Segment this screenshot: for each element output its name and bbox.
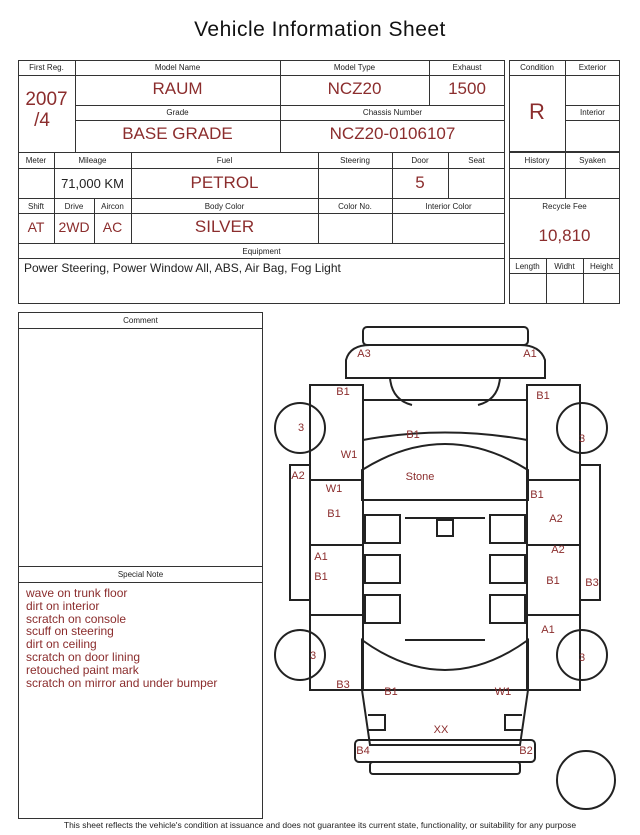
shift-label: Shift — [27, 202, 44, 211]
mark-b1: B1 — [546, 575, 560, 587]
color-no-label: Color No. — [338, 202, 372, 211]
condition-grade: R — [529, 99, 545, 124]
tire-front-right — [557, 403, 607, 453]
mark-b1: B1 — [327, 508, 341, 520]
tailgate — [362, 690, 528, 745]
mark-a2: A2 — [551, 544, 565, 556]
model-type-value: NCZ20 — [327, 79, 382, 98]
body-color-label: Body Color — [204, 202, 245, 211]
history-label: History — [524, 156, 550, 165]
chassis-number-label: Chassis Number — [362, 108, 423, 117]
steering-label: Steering — [340, 156, 370, 165]
mark-w1: W1 — [340, 449, 358, 461]
chassis-number-value: NCZ20-0106107 — [329, 124, 456, 143]
grade-value: BASE GRADE — [122, 124, 233, 143]
seat-rear-right — [490, 555, 525, 583]
door-label: Door — [411, 156, 429, 165]
height-label: Height — [589, 262, 614, 271]
meter-label: Meter — [25, 156, 47, 165]
mark-a3: A3 — [357, 348, 371, 360]
spare-tire — [557, 751, 615, 809]
drive-value: 2WD — [58, 219, 90, 235]
disclaimer-footer: This sheet reflects the vehicle's condition at issuance and does not guarantee its current state, functionality, or suitability for any purpose — [63, 820, 577, 830]
comment-label: Comment — [123, 316, 158, 325]
aircon-value: AC — [102, 219, 123, 235]
tail-lamp-left — [368, 715, 385, 730]
mark-stone: Stone — [405, 471, 435, 483]
mileage-label: Mileage — [78, 156, 107, 165]
width-label: Widht — [554, 262, 575, 271]
first-reg-label: First Reg. — [29, 63, 64, 72]
console — [437, 520, 453, 536]
mark-b1: B1 — [406, 429, 420, 441]
mark-w1: W1 — [325, 483, 343, 495]
list-item: scuff on steering — [26, 624, 114, 639]
body-color-value: SILVER — [194, 217, 255, 236]
recycle-fee-value: 10,810 — [538, 226, 591, 245]
mark-b1: B1 — [314, 571, 328, 583]
aircon-label: Aircon — [101, 202, 124, 211]
door-value: 5 — [415, 173, 425, 192]
fuel-value: PETROL — [190, 173, 259, 192]
equipment-value: Power Steering, Power Window All, ABS, Air Bag, Fog Light — [24, 261, 341, 275]
seat-rear-left — [365, 555, 400, 583]
shift-value: AT — [27, 219, 45, 235]
exhaust-label: Exhaust — [452, 63, 482, 72]
list-item: wave on trunk floor — [26, 586, 128, 600]
drive-label: Drive — [64, 202, 84, 211]
mark-b3: B3 — [336, 679, 350, 691]
seat-label: Seat — [468, 156, 485, 165]
mark-xx: XX — [433, 724, 449, 736]
exterior-label: Exterior — [578, 63, 607, 72]
rear-bumper — [355, 740, 535, 762]
grade-label: Grade — [166, 108, 189, 117]
front-bumper-lower — [346, 345, 545, 378]
seat-front-left — [365, 515, 400, 543]
mark-b3: B3 — [585, 577, 599, 589]
exhaust-value: 1500 — [448, 79, 486, 98]
mark-tire: 3 — [578, 433, 586, 445]
car-damage-diagram — [270, 320, 640, 820]
rear-bumper-lower — [370, 762, 520, 774]
mark-b1: B1 — [384, 686, 398, 698]
mark-b4: B4 — [356, 745, 370, 757]
mark-a1: A1 — [314, 551, 328, 563]
equipment-label: Equipment — [242, 247, 281, 256]
list-item: scratch on door lining — [26, 649, 141, 664]
mark-w1: W1 — [494, 686, 512, 698]
list-item: scratch on console — [26, 611, 127, 626]
first-reg-month: /4 — [34, 110, 50, 131]
mark-tire: 3 — [578, 652, 586, 664]
tail-lamp-right — [505, 715, 522, 730]
seat-row3-right — [490, 595, 525, 623]
mark-a1: A1 — [523, 348, 537, 360]
model-name-value: RAUM — [152, 79, 203, 98]
seat-front-right — [490, 515, 525, 543]
mileage-value: 71,000 KM — [61, 176, 124, 191]
left-front-door-outer — [290, 465, 310, 600]
list-item: dirt on ceiling — [26, 637, 97, 652]
interior-color-label: Interior Color — [425, 202, 472, 211]
mark-b1: B1 — [530, 489, 544, 501]
special-note-label: Special Note — [117, 570, 164, 579]
tire-rear-left — [275, 630, 325, 680]
special-note-list — [26, 587, 217, 689]
model-name-label: Model Name — [154, 63, 201, 72]
recycle-fee-label: Recycle Fee — [542, 202, 587, 211]
mark-b2: B2 — [519, 745, 533, 757]
mark-b1: B1 — [336, 386, 350, 398]
hood-outline — [363, 400, 527, 440]
front-bumper-outline — [363, 327, 528, 345]
fuel-label: Fuel — [216, 156, 233, 165]
sheet-title: Vehicle Information Sheet — [194, 18, 446, 41]
mark-a1: A1 — [541, 624, 555, 636]
list-item: retouched paint mark — [26, 662, 139, 677]
length-label: Length — [515, 262, 540, 271]
mark-b1: B1 — [536, 390, 550, 402]
right-body-outline — [527, 385, 580, 690]
mark-tire: 3 — [297, 422, 305, 434]
seat-row3-left — [365, 595, 400, 623]
model-type-label: Model Type — [333, 63, 376, 72]
windshield-outline — [362, 444, 528, 500]
rear-window — [362, 640, 528, 690]
interior-label: Interior — [580, 108, 605, 117]
mark-a2: A2 — [549, 513, 563, 525]
condition-label: Condition — [520, 63, 554, 72]
list-item: dirt on interior — [26, 598, 100, 613]
list-item: scratch on mirror and under bumper — [26, 675, 218, 690]
mark-tire: 3 — [309, 650, 317, 662]
left-body-outline — [310, 385, 363, 690]
first-reg-year: 2007 — [25, 89, 68, 110]
syaken-label: Syaken — [579, 156, 606, 165]
mark-a2: A2 — [291, 470, 305, 482]
